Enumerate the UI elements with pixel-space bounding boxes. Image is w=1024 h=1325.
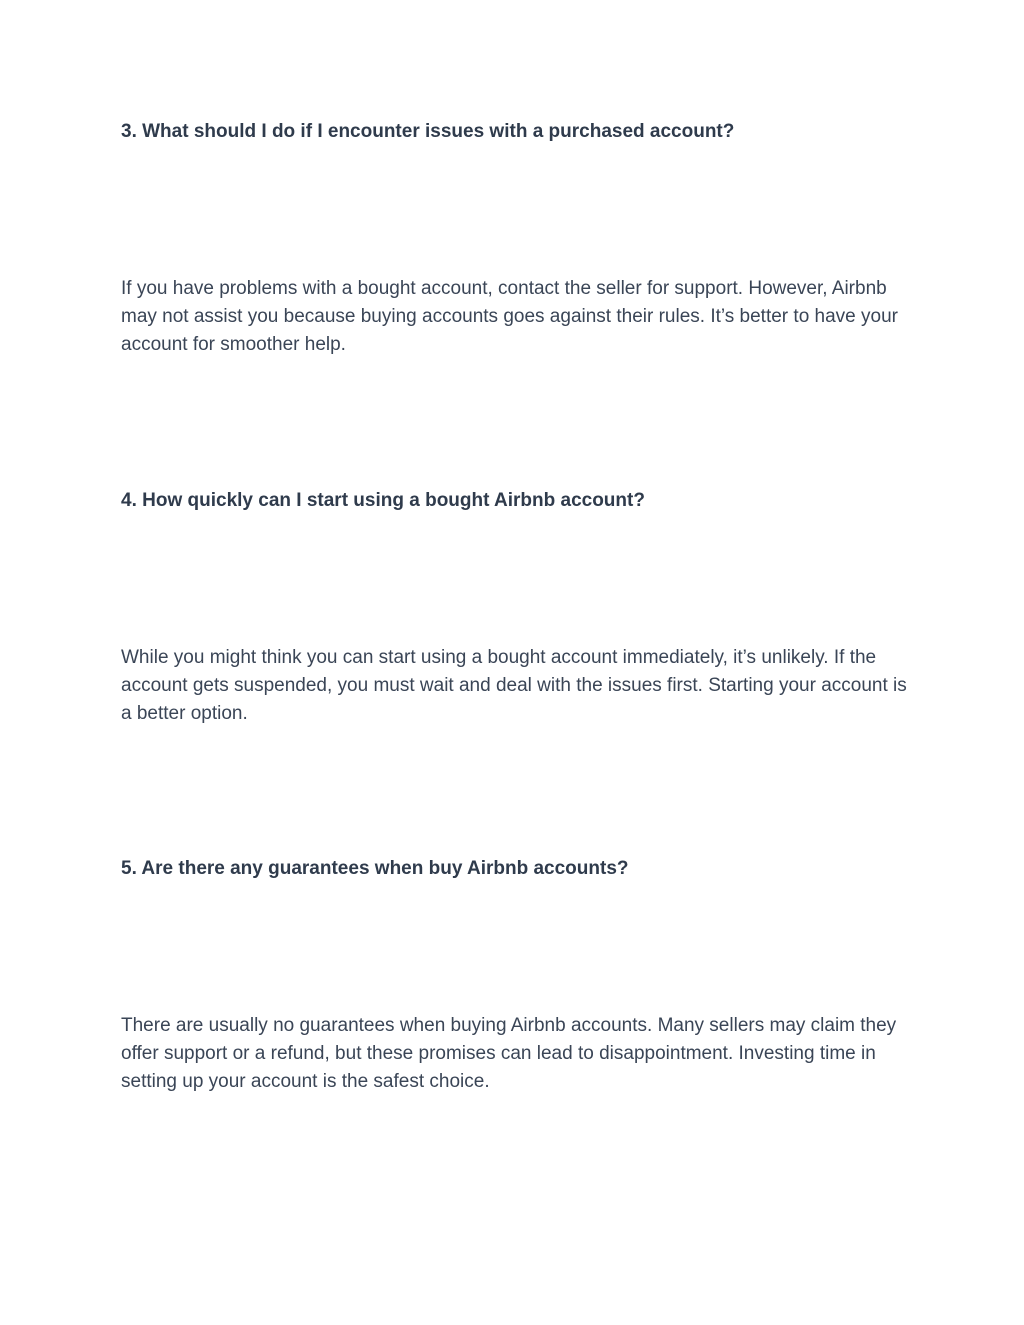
faq-question-5: 5. Are there any guarantees when buy Airbnb accounts? (121, 858, 629, 879)
faq-answer-5: There are usually no guarantees when buying Airbnb accounts. Many sellers may claim they offer support or a refund, but these promises can lead to disappointment. Investing time in setting up your account is the safest choice. (121, 1015, 897, 1092)
faq-answer-4: While you might think you can start using a bought account immediately, it’s unlikely. If the account gets suspended, you must wait and deal with the issues first. Starting your account is a better option. (121, 647, 907, 724)
faq-question-4: 4. How quickly can I start using a bought Airbnb account? (121, 490, 645, 511)
faq-answer-3: If you have problems with a bought account, contact the seller for support. However, Airbnb may not assist you because buying accounts goes against their rules. It’s better to have your account for smoother help. (121, 278, 898, 355)
faq-question-3: 3. What should I do if I encounter issues with a purchased account? (121, 121, 735, 142)
